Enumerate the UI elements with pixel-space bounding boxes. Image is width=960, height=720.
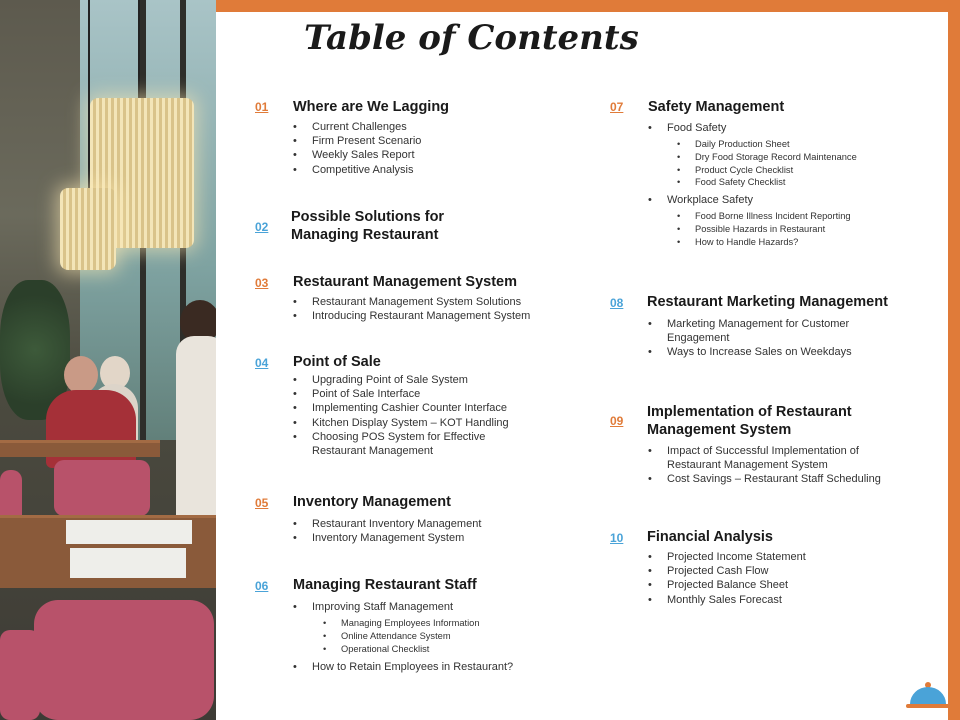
- section-heading-02-line1: Possible Solutions for: [291, 209, 445, 225]
- section-heading-06: Managing Restaurant Staff: [293, 577, 477, 593]
- section-number-05[interactable]: 05: [255, 496, 269, 510]
- list-item: • Inventory Management System: [293, 531, 481, 545]
- sub-list-item: • Product Cycle Checklist: [677, 164, 857, 177]
- list-item: • Impact of Successful Implementation of: [648, 444, 881, 458]
- restaurant-photo: [0, 0, 216, 720]
- sub-list-item: • Possible Hazards in Restaurant: [677, 223, 851, 236]
- sub-list-item: • Food Safety Checklist: [677, 176, 857, 189]
- section-list-09: [648, 444, 881, 487]
- section-heading-02-line2: Managing Restaurant: [291, 227, 439, 243]
- list-item: • Marketing Management for Customer: [648, 317, 852, 331]
- right-accent-bar: [948, 0, 960, 720]
- photo-table: [0, 440, 160, 457]
- section-list-05: [293, 517, 481, 545]
- sub-list-item: • How to Handle Hazards?: [677, 236, 851, 249]
- list-item: • Projected Balance Sheet: [648, 578, 806, 592]
- list-item: • Competitive Analysis: [293, 163, 421, 177]
- photo-lamp-cord: [88, 0, 90, 190]
- sub-list-item: • Managing Employees Information: [323, 617, 480, 630]
- list-item: • Weekly Sales Report: [293, 148, 421, 162]
- section-number-08[interactable]: 08: [610, 296, 624, 310]
- section-list-08: [648, 317, 852, 360]
- list-item: • Implementing Cashier Counter Interface: [293, 401, 509, 415]
- section-list-10: [648, 550, 806, 607]
- section-heading-07: Safety Management: [648, 99, 785, 115]
- list-item: • Firm Present Scenario: [293, 134, 421, 148]
- section-heading-05: Inventory Management: [293, 494, 451, 510]
- section-list-06b: [293, 660, 513, 674]
- section-heading-10: Financial Analysis: [647, 529, 773, 545]
- list-item: • Introducing Restaurant Management System: [293, 309, 530, 323]
- list-item: • Food Safety: [648, 121, 726, 135]
- photo-placemat: [66, 520, 192, 544]
- sub-list-item: • Dry Food Storage Record Maintenance: [677, 151, 857, 164]
- photo-waiter: [176, 336, 216, 536]
- section-list-07b: [648, 193, 753, 207]
- photo-chair: [0, 630, 40, 720]
- section-heading-09-line2: Management System: [647, 422, 792, 438]
- section-heading-08: Restaurant Marketing Management: [647, 294, 888, 310]
- section-list-06: [293, 600, 453, 614]
- list-item: • Projected Income Statement: [648, 550, 806, 564]
- section-number-10[interactable]: 10: [610, 531, 624, 545]
- list-item: • Upgrading Point of Sale System: [293, 373, 509, 387]
- section-heading-03: Restaurant Management System: [293, 274, 518, 290]
- section-number-09[interactable]: 09: [610, 414, 624, 428]
- section-list-07a: [648, 121, 726, 135]
- photo-lamp-cord: [138, 0, 140, 100]
- list-item-continuation: Restaurant Management System: [667, 459, 828, 472]
- section-heading-09-line1: Implementation of Restaurant: [647, 404, 852, 420]
- photo-chair: [34, 600, 214, 720]
- list-item: • Improving Staff Management: [293, 600, 453, 614]
- list-item: • Kitchen Display System – KOT Handling: [293, 416, 509, 430]
- list-item: • Current Challenges: [293, 120, 421, 134]
- section-number-02[interactable]: 02: [255, 220, 269, 234]
- photo-chair: [54, 460, 150, 516]
- section-heading-01: Where are We Lagging: [293, 99, 450, 115]
- sub-list-item: • Operational Checklist: [323, 643, 480, 656]
- section-number-01[interactable]: 01: [255, 100, 269, 114]
- list-item: • Restaurant Management System Solutions: [293, 295, 530, 309]
- section-list-03: [293, 295, 530, 323]
- list-item: • Restaurant Inventory Management: [293, 517, 481, 531]
- photo-pendant-lamp: [60, 188, 116, 270]
- photo-placemat: [70, 548, 186, 578]
- list-item: • How to Retain Employees in Restaurant?: [293, 660, 513, 674]
- section-number-04[interactable]: 04: [255, 356, 269, 370]
- page-title: Table of Contents: [304, 18, 639, 58]
- sub-list-item: • Food Borne Illness Incident Reporting: [677, 210, 851, 223]
- section-number-03[interactable]: 03: [255, 276, 269, 290]
- section-list-04: [293, 373, 509, 458]
- section-list-01: [293, 120, 421, 177]
- section-number-07[interactable]: 07: [610, 100, 624, 114]
- sub-list-item: • Daily Production Sheet: [677, 138, 857, 151]
- list-item: • Monthly Sales Forecast: [648, 593, 806, 607]
- list-item: • Choosing POS System for Effective: [293, 430, 509, 444]
- list-item: • Point of Sale Interface: [293, 387, 509, 401]
- list-item-continuation: Restaurant Management: [312, 445, 434, 458]
- section-sublist-07a: [677, 138, 857, 189]
- top-accent-bar: [216, 0, 960, 12]
- section-number-06[interactable]: 06: [255, 579, 269, 593]
- list-item: • Projected Cash Flow: [648, 564, 806, 578]
- list-item: • Workplace Safety: [648, 193, 753, 207]
- list-item: • Ways to Increase Sales on Weekdays: [648, 345, 852, 359]
- list-item: • Cost Savings – Restaurant Staff Scheduling: [648, 472, 881, 486]
- section-sublist-06: [323, 617, 480, 655]
- list-item-continuation: Engagement: [667, 332, 730, 345]
- section-heading-04: Point of Sale: [293, 354, 381, 370]
- food-cloche-icon: [906, 680, 950, 710]
- section-sublist-07b: [677, 210, 851, 248]
- photo-person-head: [64, 356, 98, 394]
- sub-list-item: • Online Attendance System: [323, 630, 480, 643]
